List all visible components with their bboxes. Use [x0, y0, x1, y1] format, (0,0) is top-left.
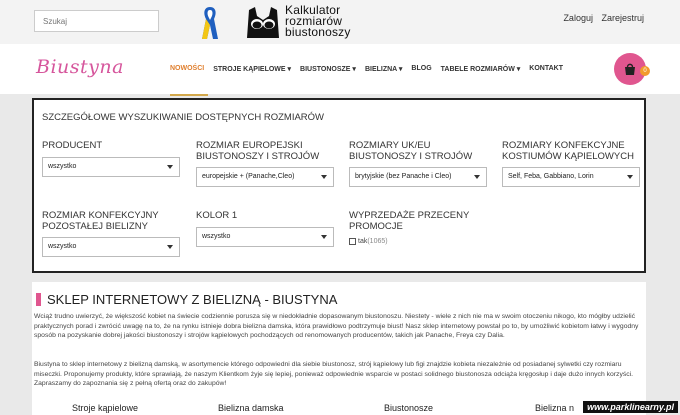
menu-item-nowosci[interactable]: NOWOŚCI	[170, 65, 205, 72]
search-input[interactable]	[34, 10, 159, 32]
filter-eu-size	[196, 140, 336, 162]
filter-label: KOLOR 1	[196, 210, 238, 221]
filter-producent	[42, 140, 182, 151]
ukraine-ribbon-icon	[200, 5, 220, 41]
intro-paragraph-2: Biustyna to sklep internetowy z bielizną damską, w asortymencie którego odpowiedni dla siebie biustonosz, strój kąpielowy lub figi znajdzie kobieta niezależnie od posiadanej sylwetki czy rozmiaru miseczki. Proponujemy produkty, które sprawiają, że naszym Klientkom żyje się lepiej, ponieważ odpowiednie wsparcie w postaci solidnego biustonosza odciąża kręgosłup i daje dużo innych korzyści. Zapraszamy do zapoznania się z pełną ofertą oraz do zakupów!	[34, 361, 634, 388]
sale-checkbox[interactable]	[349, 238, 356, 245]
filter-label: ROZMIARY KONFEKCYJNE KOSTIUMÓW KĄPIELOWYCH	[502, 140, 634, 162]
menu-item-stroje[interactable]: STROJE KĄPIELOWE ▾	[213, 66, 292, 73]
filter-label: WYPRZEDAŻE PRZECENY PROMOCJE	[349, 210, 470, 232]
page-title	[36, 292, 337, 307]
chevron-down-icon	[474, 175, 480, 179]
intro-paragraph: Wciąż trudno uwierzyć, że większość kobiet na świecie codziennie porusza się w niedokładnie dopasowanym biustonoszu. Niestety - wiele z nich nie ma w swoim otoczeniu nikogo, kto mógłby udzielić praktycznych porad i zwrócić uwagę na to, że na rynku istnieje dobra bielizna damska, która prawidłowo podtrzymuje biust! Nasz sklep internetowy powstał po to, by umożliwić kobietom łatwy i wygodny sposób na pozyskanie dobrej jakości biustonoszy i strojów kąpielowych pochodzących od renomowanych producentów, takich jak Panache, Freya czy Dalia.	[34, 313, 639, 340]
select-value: wszystko	[48, 243, 77, 250]
active-menu-underline	[170, 94, 208, 96]
chevron-down-icon	[167, 165, 173, 169]
chevron-down-icon	[321, 235, 327, 239]
filter-label: PRODUCENT	[42, 140, 103, 151]
select-value: wszystko	[202, 233, 231, 240]
filter-uk-size	[349, 140, 489, 162]
checkbox-count: (1065)	[367, 238, 388, 245]
login-link[interactable]: Zaloguj	[563, 13, 593, 23]
color-select[interactable]	[196, 227, 334, 247]
cart-count-badge: 0	[640, 66, 650, 76]
brand-logo[interactable]: Biustyna	[36, 56, 124, 78]
checkbox-label: tak	[358, 238, 368, 245]
page-title-text: SKLEP INTERNETOWY Z BIELIZNĄ - BIUSTYNA	[47, 292, 338, 307]
menu-item-biustonosze[interactable]: BIUSTONOSZE ▾	[300, 66, 356, 73]
top-bar	[0, 0, 680, 44]
select-value: brytyjskie (bez Panache i Cleo)	[355, 173, 452, 180]
panel-title: SZCZEGÓŁOWE WYSZUKIWANIE DOSTĘPNYCH ROZMIARÓW	[42, 112, 325, 123]
producent-select[interactable]	[42, 157, 180, 177]
calc-line: rozmiarów	[285, 14, 343, 28]
menu-item-kontakt[interactable]: KONTAKT	[529, 65, 563, 72]
auth-links	[557, 13, 644, 23]
calculator-link[interactable]	[285, 5, 351, 38]
calc-line: Kalkulator	[285, 3, 341, 17]
category-link[interactable]: Bielizna damska	[218, 403, 284, 413]
filter-lingerie-size	[42, 210, 182, 232]
swimwear-size-select[interactable]	[502, 167, 640, 187]
filter-swimwear-size	[502, 140, 646, 162]
menu-item-blog[interactable]: BLOG	[411, 65, 432, 72]
sale-checkbox-row[interactable]	[349, 238, 388, 245]
filter-label: ROZMIAR EUROPEJSKI BIUSTONOSZY I STROJÓW	[196, 140, 320, 162]
main-menu	[170, 65, 572, 73]
category-link[interactable]: Biustonosze	[384, 403, 434, 413]
bra-calculator-logo-icon[interactable]	[243, 4, 283, 42]
filter-sale	[349, 210, 489, 232]
size-search-panel	[32, 98, 646, 273]
filter-color	[196, 210, 336, 221]
select-value: Self, Feba, Gabbiano, Lorin	[508, 173, 594, 180]
category-link[interactable]: Bielizna n	[535, 403, 575, 413]
chevron-down-icon	[627, 175, 633, 179]
shopping-bag-icon	[623, 62, 637, 76]
calc-line: biustonoszy	[285, 25, 351, 39]
uk-size-select[interactable]	[349, 167, 487, 187]
eu-size-select[interactable]	[196, 167, 334, 187]
select-value: europejskie + (Panache,Cleo)	[202, 173, 295, 180]
title-accent-bar	[36, 293, 41, 306]
chevron-down-icon	[321, 175, 327, 179]
select-value: wszystko	[48, 163, 77, 170]
watermark: www.parklinearny.pl	[583, 401, 678, 413]
register-link[interactable]: Zarejestruj	[601, 13, 644, 23]
filter-label: ROZMIAR KONFEKCYJNY POZOSTAŁEJ BIELIZNY	[42, 210, 159, 232]
filter-label: ROZMIARY UK/EU BIUSTONOSZY I STROJÓW	[349, 140, 473, 162]
category-link[interactable]: Stroje kąpielowe	[72, 403, 139, 413]
chevron-down-icon	[167, 245, 173, 249]
content-section	[32, 282, 646, 415]
main-navbar	[0, 44, 680, 94]
lingerie-size-select[interactable]	[42, 237, 180, 257]
bottom-category-strip	[0, 400, 680, 415]
menu-item-bielizna[interactable]: BIELIZNA ▾	[364, 66, 403, 73]
menu-item-tabele[interactable]: TABELE ROZMIARÓW ▾	[440, 66, 521, 73]
